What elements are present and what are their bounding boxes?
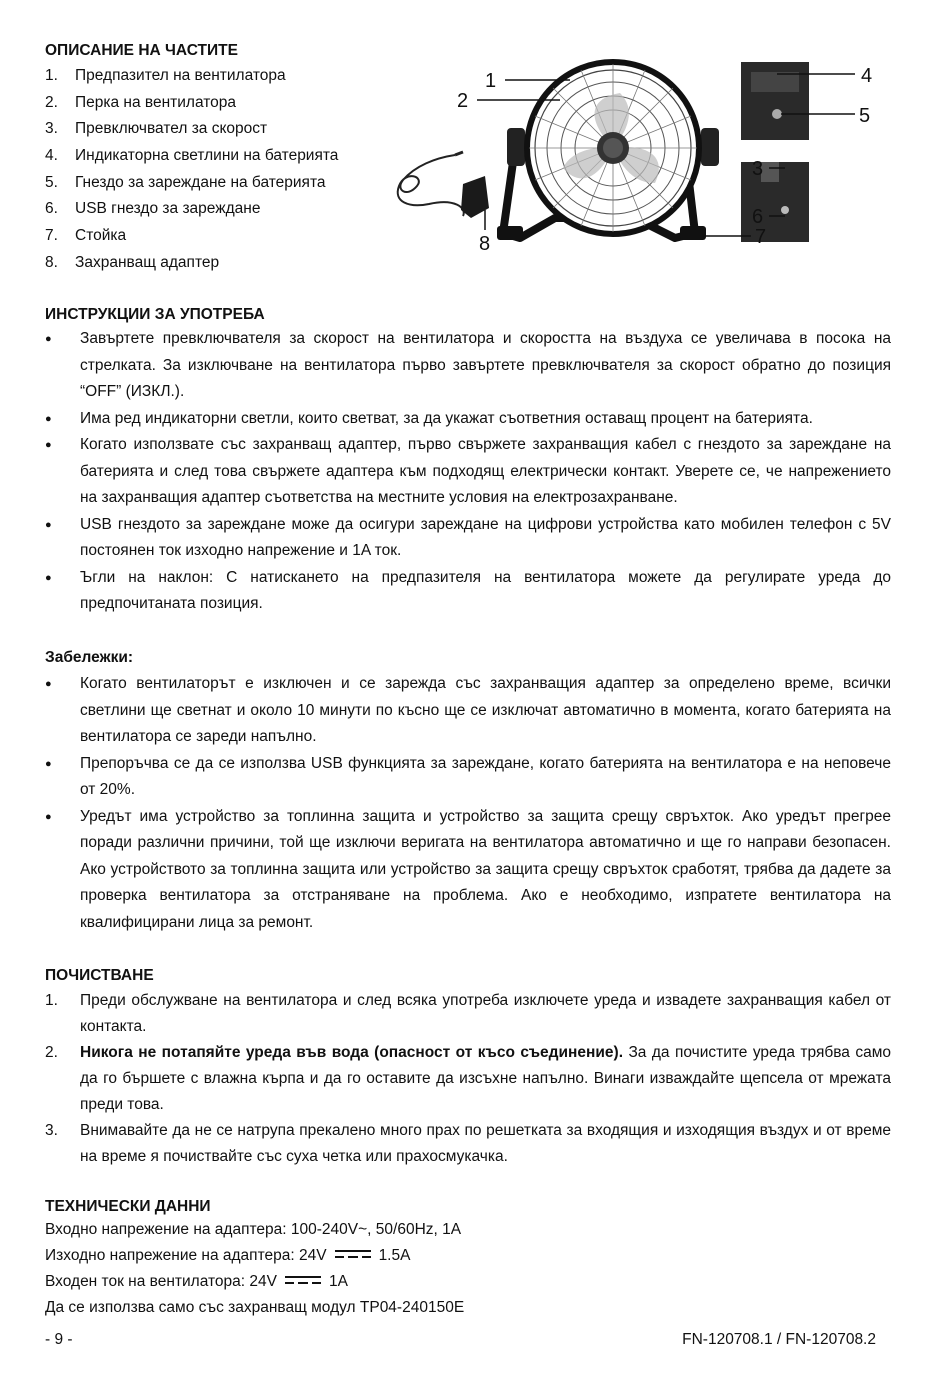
tech-module: Да се използва само със захранващ модул TP04-240150E (45, 1299, 465, 1316)
notes-heading: Забележки: (45, 649, 134, 666)
list-item: 5. Гнездо за зареждане на батерията (45, 173, 326, 191)
figure-label-7: 7 (755, 226, 767, 248)
dc-symbol-icon (285, 1275, 321, 1285)
list-item: ● USB гнездото за зареждане може да осигури зареждане на цифрови устройства като мобилен телефон с 5V постоянен ток изходно напрежение и 1A ток. (45, 512, 891, 565)
tech-fan-current: Входен ток на вентилатора: 24V 1A (45, 1273, 348, 1290)
instructions-list (45, 326, 891, 618)
figure-label-8: 8 (479, 233, 491, 255)
list-item: 1. Преди обслужване на вентилатора и след всяка употреба изключете уреда и извадете захранващия кабел от контакта. (45, 992, 891, 1035)
fan-diagram (385, 58, 885, 263)
figure-label-6: 6 (752, 206, 764, 228)
tech-input-voltage: Входно напрежение на адаптера: 100-240V~, 50/60Hz, 1A (45, 1221, 462, 1238)
list-item: ● Завъртете превключвателя за скорост на вентилатора и скоростта на въздуха се увеличава в посока на стрелката. За изключване на вентилатора първо завъртете превключвателя за скорост обратно до позиция “OFF” (ИЗКЛ.). (45, 326, 891, 406)
list-item: 1. Предпазител на вентилатора (45, 67, 286, 84)
figure-label-4: 4 (861, 65, 873, 87)
cleaning-list (45, 988, 891, 1170)
list-item: ● Ъгли на наклон: С натискането на предпазителя на вентилатора можете да регулирате уреда до предпочитаната позиция. (45, 565, 891, 618)
figure-label-3: 3 (752, 158, 764, 180)
figure-label-2: 2 (457, 90, 469, 112)
list-item: 8. Захранващ адаптер (45, 253, 220, 271)
list-item: ● Когато вентилаторът е изключен и се зарежда със захранващия адаптер за определено време, всички светлини ще светнат и около 10 минути по късно ще се изключат автоматично в момента, когато батерията на вентилатора се зареди напълно. (45, 671, 891, 751)
cleaning-heading: ПОЧИСТВАНЕ (45, 967, 154, 984)
list-item: ● Когато използвате със захранващ адаптер, първо свържете захранващия кабел с гнездото за зареждане на батерията и след това свържете адаптера към подходящ електрически контакт. Уверете се, че напрежението на захранващия адаптер съответства на местните условия на електрозахранване. (45, 432, 891, 512)
parts-list (45, 66, 338, 280)
list-item: 2. Никога не потапяйте уреда във вода (опасност от късо съединение). За да почистите уреда трябва само да го бършете с влажна кърпа и да го оставите да изсъхне напълно. Винаги изваждайте щепсела от мрежата преди това. (45, 1044, 891, 1113)
parts-heading: ОПИСАНИЕ НА ЧАСТИТЕ (45, 42, 238, 59)
tech-list (45, 1217, 464, 1321)
list-item: 6. USB гнездо за зареждане (45, 200, 261, 218)
figure-label-5: 5 (859, 105, 871, 127)
instructions-heading: ИНСТРУКЦИИ ЗА УПОТРЕБА (45, 306, 265, 323)
tech-output-voltage: Изходно напрежение на адаптера: 24V 1.5A (45, 1247, 411, 1264)
list-item: 3. Превключвател за скорост (45, 120, 268, 138)
page-number: - 9 - (45, 1331, 73, 1348)
list-item: 7. Стойка (45, 227, 127, 245)
figure-label-1: 1 (485, 70, 497, 92)
list-item: ● Препоръчва се да се използва USB функцията за зареждане, когато батерията на вентилатора е на неповече от 20%. (45, 751, 891, 804)
list-item: ● Уредът има устройство за топлинна защита и устройство за защита срещу свръхток. Ако уредът прегрее поради различни причини, той ще изключи веригата на вентилатора автоматично и ще го направи безопасен. Ако устройството за топлинна защита или устройство за защита срещу свръхток сработят, трябва да дадете за проверка вентилатора за отстраняване на проблема. Ако е необходимо, изпратете вентилатора на квалифицирани лица за ремонт. (45, 804, 891, 937)
model-number: FN-120708.1 / FN-120708.2 (682, 1331, 876, 1348)
notes-list (45, 671, 891, 936)
list-item: 2. Перка на вентилатора (45, 93, 237, 111)
list-item: 4. Индикаторна светлини на батерията (45, 147, 339, 165)
list-item: 3. Внимавайте да не се натрупа прекалено много прах по решетката за входящия и изходящия въздух и от време на време я почиствайте със суха четка или прахосмукачка. (45, 1122, 891, 1165)
dc-symbol-icon (335, 1249, 371, 1259)
tech-heading: ТЕХНИЧЕСКИ ДАННИ (45, 1198, 211, 1215)
list-item: ● Има ред индикаторни светли, които светват, за да укажат съответния оставащ процент на батерията. (45, 406, 891, 433)
